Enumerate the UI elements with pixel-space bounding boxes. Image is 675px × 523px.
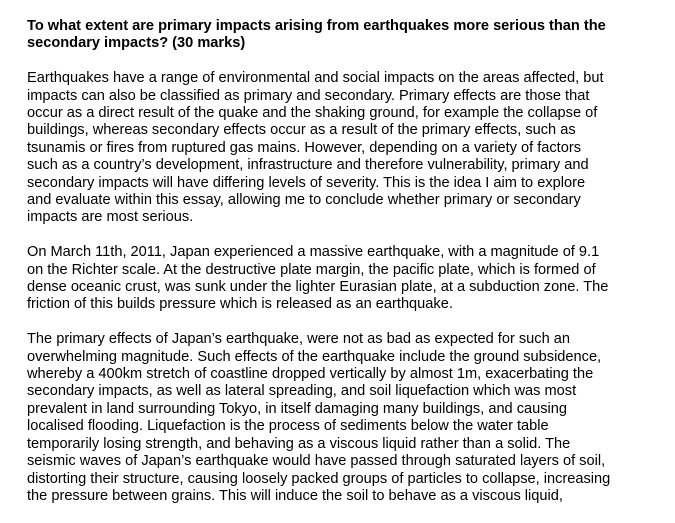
intro-paragraph (27, 70, 647, 227)
text-line: the pressure between grains. This will induce the soil to behave as a viscous liquid, (27, 487, 563, 504)
text-line: friction of this builds pressure which is released as an earthquake. (27, 296, 453, 313)
text-line: secondary impacts, as well as lateral spreading, and soil liquefaction which was most (27, 383, 577, 400)
text-line: overwhelming magnitude. Such effects of the earthquake include the ground subsidence, (27, 348, 602, 365)
text-line: and evaluate within this essay, allowing me to conclude whether primary or secondary (27, 192, 581, 209)
text-line: distorting their structure, causing loosely packed groups of particles to collapse, increasing (27, 470, 611, 487)
text-line: whereby a 400km stretch of coastline dropped vertically by almost 1m, exacerbating the (27, 366, 594, 383)
text-line: impacts can also be classified as primary and secondary. Primary effects are those that (27, 87, 590, 104)
text-line: temporarily losing strength, and behaving as a viscous liquid rather than a solid. The (27, 435, 571, 452)
primary-effects-paragraph (27, 331, 647, 505)
text-line: dense oceanic crust, was sunk under the lighter Eurasian plate, at a subduction zone. The (27, 279, 609, 296)
text-line: buildings, whereas secondary effects occur as a result of the primary effects, such as (27, 122, 576, 139)
text-line: impacts are most serious. (27, 209, 194, 226)
text-line: On March 11th, 2011, Japan experienced a massive earthquake, with a magnitude of 9.1 (27, 244, 600, 261)
text-line: The primary effects of Japan’s earthquake, were not as bad as expected for such an (27, 331, 570, 348)
text-line: seismic waves of Japan’s earthquake would have passed through saturated layers of soil, (27, 453, 606, 470)
title-line: To what extent are primary impacts arising from earthquakes more serious than the (27, 18, 606, 34)
text-line: Earthquakes have a range of environmental and social impacts on the areas affected, but (27, 70, 604, 87)
text-line: on the Richter scale. At the destructive plate margin, the pacific plate, which is formed of (27, 261, 596, 278)
text-line: prevalent in land surrounding Tokyo, in itself damaging many buildings, and causing (27, 400, 568, 417)
text-line: such as a country’s development, infrastructure and therefore vulnerability, primary and (27, 157, 589, 174)
title-line: secondary impacts? (30 marks) (27, 35, 246, 52)
text-line: localised flooding. Liquefaction is the process of sediments below the water table (27, 418, 549, 435)
text-line: tsunamis or fires from ruptured gas mains. However, depending on a variety of factors (27, 139, 582, 156)
essay-title (27, 18, 647, 53)
text-line: occur as a direct result of the quake and the shaking ground, for example the collapse of (27, 105, 598, 122)
japan-earthquake-paragraph (27, 244, 647, 314)
text-line: secondary impacts will have differing levels of severity. This is the idea I aim to explore (27, 174, 586, 191)
essay-document (27, 18, 647, 523)
